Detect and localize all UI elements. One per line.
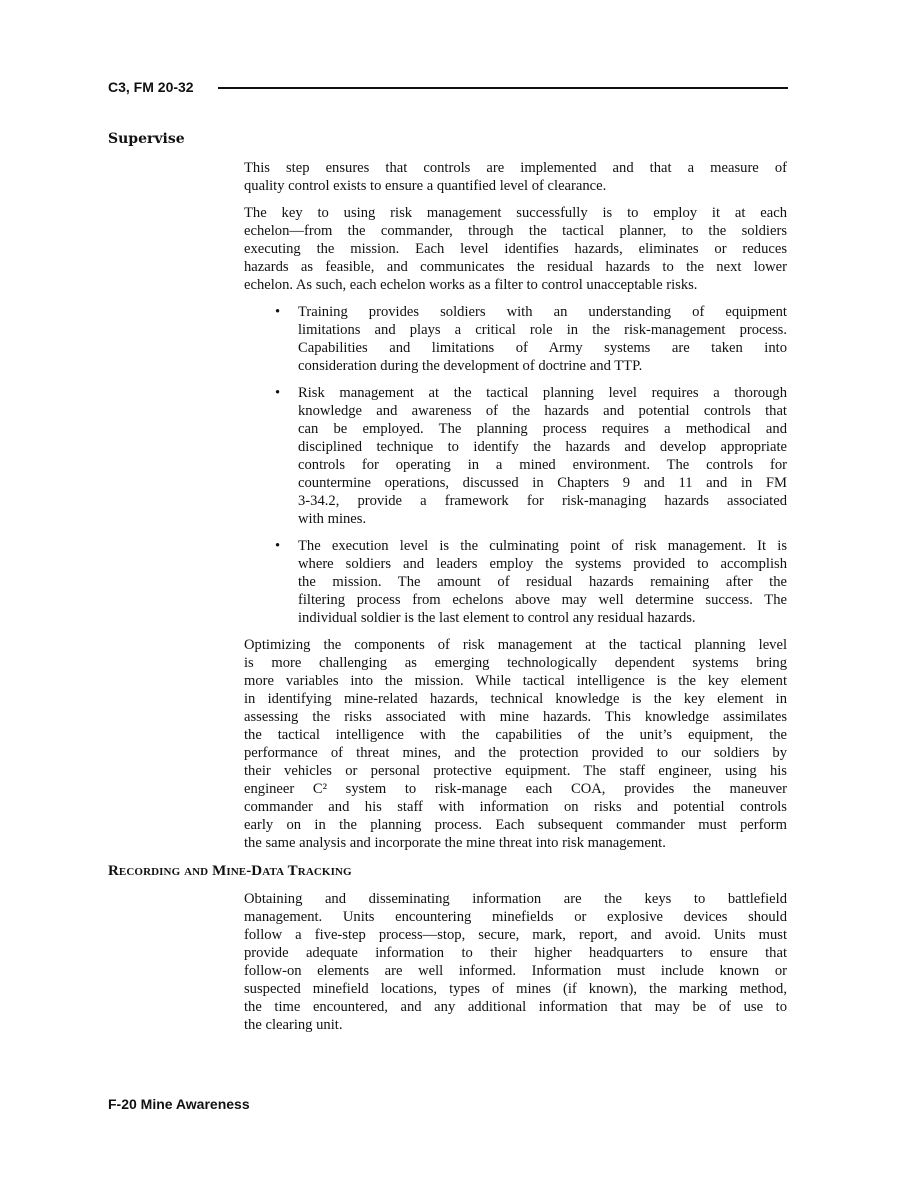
text-line: Obtaining and disseminating information are the keys to battlefield xyxy=(244,891,787,907)
text-line: 3-34.2, provide a framework for risk-managing hazards associated xyxy=(298,493,787,509)
text-line: echelon—from the commander, through the tactical planner, to the soldiers xyxy=(244,223,787,239)
text-line: controls for operating in a mined environment. The controls for xyxy=(298,457,787,473)
text-line: assessing the risks associated with mine hazards. This knowledge assimilates xyxy=(244,709,787,725)
bullet-item xyxy=(275,303,787,375)
text-line: early on in the planning process. Each subsequent commander must perform xyxy=(244,817,787,833)
text-line: Capabilities and limitations of Army systems are taken into xyxy=(298,340,787,356)
header-rule xyxy=(218,87,788,89)
paragraph xyxy=(244,204,787,294)
bullet-icon: • xyxy=(275,538,281,554)
section-heading-recording: Recording and Mine-Data Tracking xyxy=(108,863,352,879)
text-line: individual soldier is the last element to control any residual hazards. xyxy=(298,610,696,626)
text-line: consideration during the development of doctrine and TTP. xyxy=(298,358,643,374)
text-line: provide adequate information to their higher headquarters to ensure that xyxy=(244,945,787,961)
text-line: executing the mission. Each level identifies hazards, eliminates or reduces xyxy=(244,241,787,257)
text-line: performance of threat mines, and the protection provided to our soldiers by xyxy=(244,745,787,761)
bullet-icon: • xyxy=(275,304,281,320)
running-header: C3, FM 20-32 xyxy=(108,79,194,95)
paragraph xyxy=(244,890,787,1034)
text-line: the tactical intelligence with the capabilities of the unit’s equipment, the xyxy=(244,727,787,743)
text-line: Training provides soldiers with an understanding of equipment xyxy=(298,304,787,320)
paragraph xyxy=(244,159,787,195)
bullet-icon: • xyxy=(275,385,281,401)
text-line: The key to using risk management successfully is to employ it at each xyxy=(244,205,787,221)
text-line: with mines. xyxy=(298,511,367,527)
text-line: engineer C² system to risk-manage each COA, provides the maneuver xyxy=(244,781,787,797)
text-line: countermine operations, discussed in Chapters 9 and 11 and in FM xyxy=(298,475,787,491)
text-line: Risk management at the tactical planning level requires a thorough xyxy=(298,385,787,401)
text-line: follow a five-step process—stop, secure, mark, report, and avoid. Units must xyxy=(244,927,787,943)
text-line: quality control exists to ensure a quantified level of clearance. xyxy=(244,178,607,194)
text-line: follow-on elements are well informed. Information must include known or xyxy=(244,963,787,979)
text-line: is more challenging as emerging technologically dependent systems bring xyxy=(244,655,787,671)
page-footer: F-20 Mine Awareness xyxy=(108,1096,250,1112)
supervise-body xyxy=(244,159,787,861)
text-line: filtering process from echelons above may well determine success. The xyxy=(298,592,787,608)
text-line: The execution level is the culminating point of risk management. It is xyxy=(298,538,787,554)
section-heading-supervise: Supervise xyxy=(108,131,185,147)
text-line: commander and his staff with information on risks and potential controls xyxy=(244,799,787,815)
text-line: where soldiers and leaders employ the systems provided to accomplish xyxy=(298,556,787,572)
paragraph xyxy=(244,636,787,852)
text-line: echelon. As such, each echelon works as a filter to control unacceptable risks. xyxy=(244,277,698,293)
text-line: their vehicles or personal protective equipment. The staff engineer, using his xyxy=(244,763,787,779)
text-line: management. Units encountering minefields or explosive devices should xyxy=(244,909,787,925)
text-line: limitations and plays a critical role in the risk-management process. xyxy=(298,322,787,338)
text-line: the same analysis and incorporate the mine threat into risk management. xyxy=(244,835,666,851)
text-line: more variables into the mission. While tactical intelligence is the key element xyxy=(244,673,787,689)
text-line: This step ensures that controls are implemented and that a measure of xyxy=(244,160,787,176)
text-line: the mission. The amount of residual hazards remaining after the xyxy=(298,574,787,590)
bullet-item xyxy=(275,537,787,627)
text-line: disciplined technique to identify the hazards and develop appropriate xyxy=(298,439,787,455)
text-line: the clearing unit. xyxy=(244,1017,343,1033)
text-line: suspected minefield locations, types of mines (if known), the marking method, xyxy=(244,981,787,997)
recording-body xyxy=(244,890,787,1043)
text-line: knowledge and awareness of the hazards and potential controls that xyxy=(298,403,787,419)
text-line: can be employed. The planning process requires a methodical and xyxy=(298,421,787,437)
text-line: the time encountered, and any additional information that may be of use to xyxy=(244,999,787,1015)
bullet-item xyxy=(275,384,787,528)
text-line: hazards as feasible, and communicates the residual hazards to the next lower xyxy=(244,259,787,275)
text-line: Optimizing the components of risk management at the tactical planning level xyxy=(244,637,787,653)
text-line: in identifying mine-related hazards, technical knowledge is the key element in xyxy=(244,691,787,707)
